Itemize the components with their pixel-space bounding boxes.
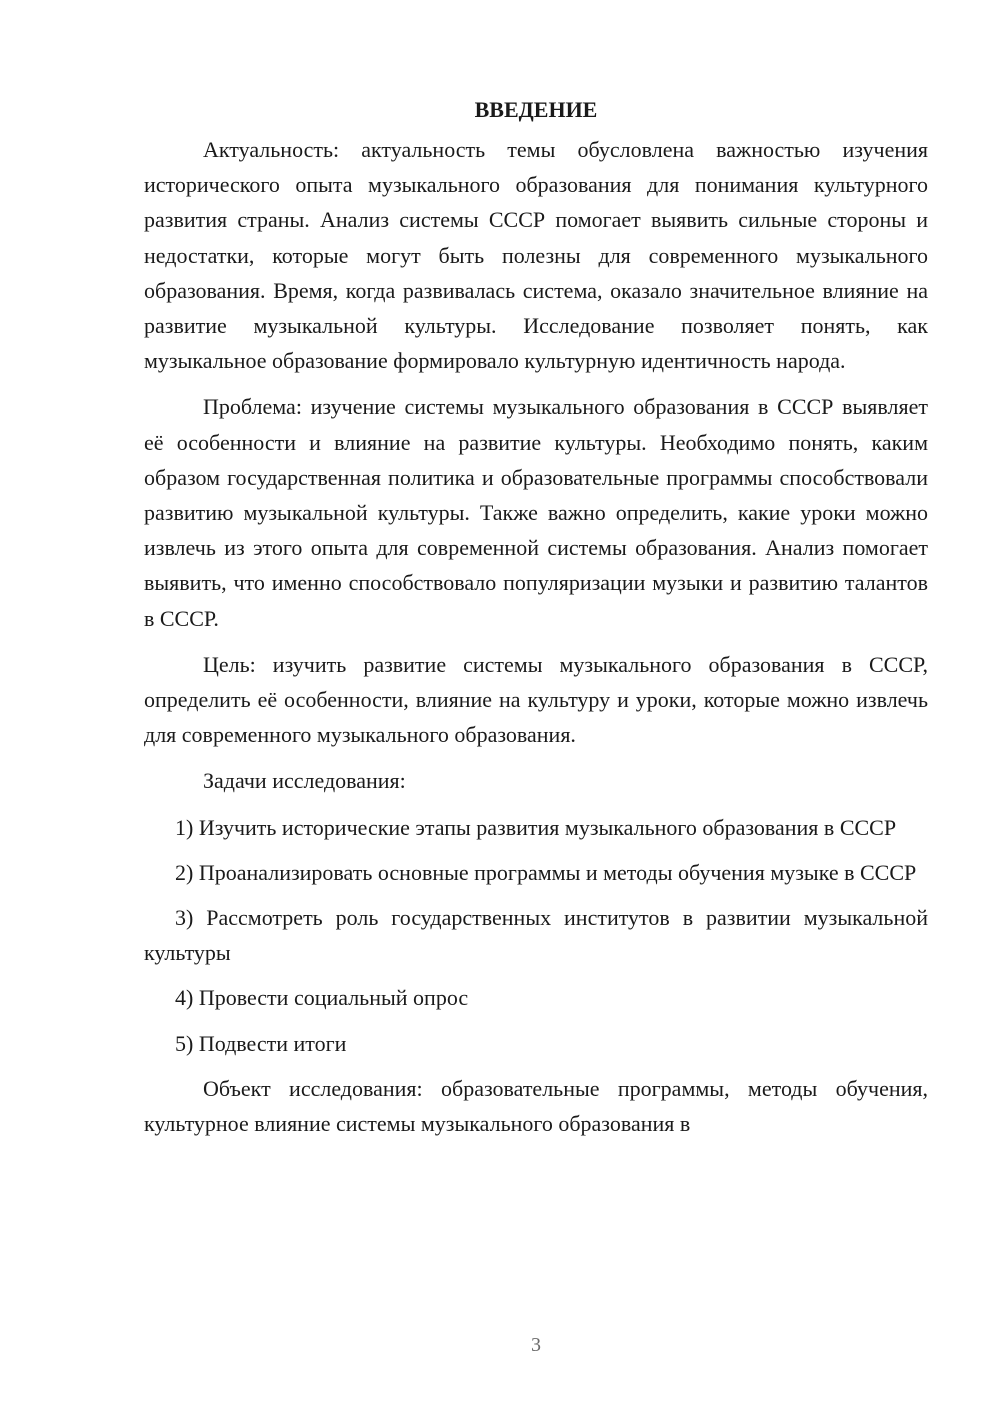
page-number: 3 [531, 1334, 541, 1356]
document-page [144, 92, 928, 1152]
object-paragraph: Объект исследования: образовательные программы, методы обучения, культурное влияние системы музыкального образования в [144, 1075, 928, 1137]
task-item-1: 1) Изучить исторические этапы развития музыкального образования в СССР [175, 814, 897, 840]
task-item-5: 5) Подвести итоги [175, 1030, 347, 1056]
tasks-heading: Задачи исследования: [203, 768, 406, 794]
problem-paragraph: Проблема: изучение системы музыкального образования в СССР выявляет её особенности и влияние на развитие культуры. Необходимо понять, каким образом государственная политика и образовательные программы способствовали развитию музыкальной культуры. Также важно определить, какие уроки можно извлечь из этого опыта для современной системы образования. Анализ помогает выявить, что именно способствовало популяризации музыки и развитию талантов в СССР. [144, 394, 928, 631]
task-item-2: 2) Проанализировать основные программы и методы обучения музыке в СССР [175, 859, 917, 885]
relevance-paragraph: Актуальность: актуальность темы обусловлена важностью изучения исторического опыта музыкального образования для понимания культурного развития страны. Анализ системы СССР помогает выявить сильные стороны и недостатки, которые могут быть полезны для современного музыкального образования. Время, когда развивалась система, оказало значительное влияние на развитие музыкальной культуры. Исследование позволяет понять, как музыкальное образование формировало культурную идентичность народа. [144, 137, 928, 374]
goal-paragraph: Цель: изучить развитие системы музыкального образования в СССР, определить её особенности, влияние на культуру и уроки, которые можно извлечь для современного музыкального образования. [144, 651, 928, 748]
task-item-3: 3) Рассмотреть роль государственных институтов в развитии музыкальной культуры [144, 905, 928, 966]
section-heading: ВВЕДЕНИЕ [474, 97, 598, 122]
task-item-4: 4) Провести социальный опрос [175, 985, 469, 1011]
